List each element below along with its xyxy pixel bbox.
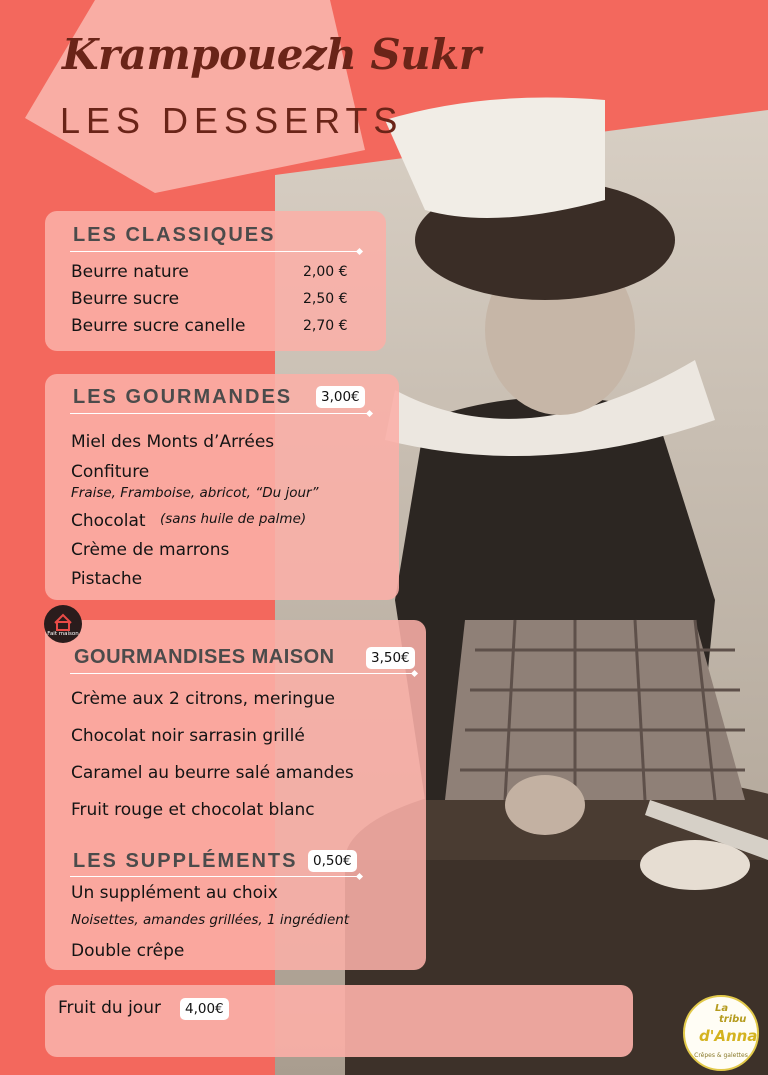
- fruit-card: [45, 985, 633, 1057]
- classique-item-3: Beurre sucre canelle: [71, 316, 246, 336]
- classique-price-3: 2,70 €: [303, 318, 348, 334]
- gourmandes-title: LES GOURMANDES: [73, 386, 293, 408]
- maison-title: GOURMANDISES MAISON: [74, 646, 335, 668]
- logo-line-2: tribu: [719, 1014, 747, 1025]
- classique-price-2: 2,50 €: [303, 291, 348, 307]
- supplement-item-1: Un supplément au choix: [71, 883, 278, 903]
- tribu-anna-logo: [683, 995, 759, 1071]
- supplements-title: LES SUPPLÉMENTS: [73, 850, 298, 872]
- confiture-note: Fraise, Framboise, abricot, “Du jour”: [71, 485, 319, 501]
- gourmande-item-1: Miel des Monts d’Arrées: [71, 432, 275, 452]
- maison-price-badge: 3,50€: [366, 647, 415, 669]
- fait-maison-label: Fait maison: [47, 631, 79, 637]
- fruit-price-badge: 4,00€: [180, 998, 229, 1020]
- maison-item-2: Chocolat noir sarrasin grillé: [71, 726, 305, 746]
- supplements-price-badge: 0,50€: [308, 850, 357, 872]
- gourmande-item-2: Confiture: [71, 462, 150, 482]
- classique-price-1: 2,00 €: [303, 264, 348, 280]
- gourmandes-price-badge: 3,00€: [316, 386, 365, 408]
- gourmandes-divider: [70, 413, 370, 414]
- maison-item-4: Fruit rouge et chocolat blanc: [71, 800, 315, 820]
- supplement-item-2: Double crêpe: [71, 941, 185, 961]
- page-subtitle: LES DESSERTS: [60, 100, 404, 141]
- maison-item-3: Caramel au beurre salé amandes: [71, 763, 354, 783]
- brand-title: Krampouezh Sukr: [62, 30, 481, 79]
- logo-line-3: d'Anna: [699, 1027, 758, 1045]
- classique-item-1: Beurre nature: [71, 262, 189, 282]
- classique-item-2: Beurre sucre: [71, 289, 180, 309]
- logo-tagline: Crêpes & galettes: [694, 1052, 748, 1059]
- fait-maison-icon: [44, 605, 82, 643]
- gourmande-item-4: Crème de marrons: [71, 540, 230, 560]
- fruit-label: Fruit du jour: [58, 998, 161, 1018]
- classiques-title: LES CLASSIQUES: [73, 224, 276, 246]
- gourmande-item-3: Chocolat: [71, 511, 146, 531]
- maison-divider: [70, 673, 415, 674]
- maison-item-1: Crème aux 2 citrons, meringue: [71, 689, 335, 709]
- chocolat-note: (sans huile de palme): [160, 511, 307, 527]
- supplement-note: Noisettes, amandes grillées, 1 ingrédient: [71, 912, 350, 928]
- supplements-divider: [70, 876, 360, 877]
- gourmande-item-5: Pistache: [71, 569, 143, 589]
- logo-line-1: La: [715, 1003, 729, 1014]
- classiques-divider: [70, 251, 360, 252]
